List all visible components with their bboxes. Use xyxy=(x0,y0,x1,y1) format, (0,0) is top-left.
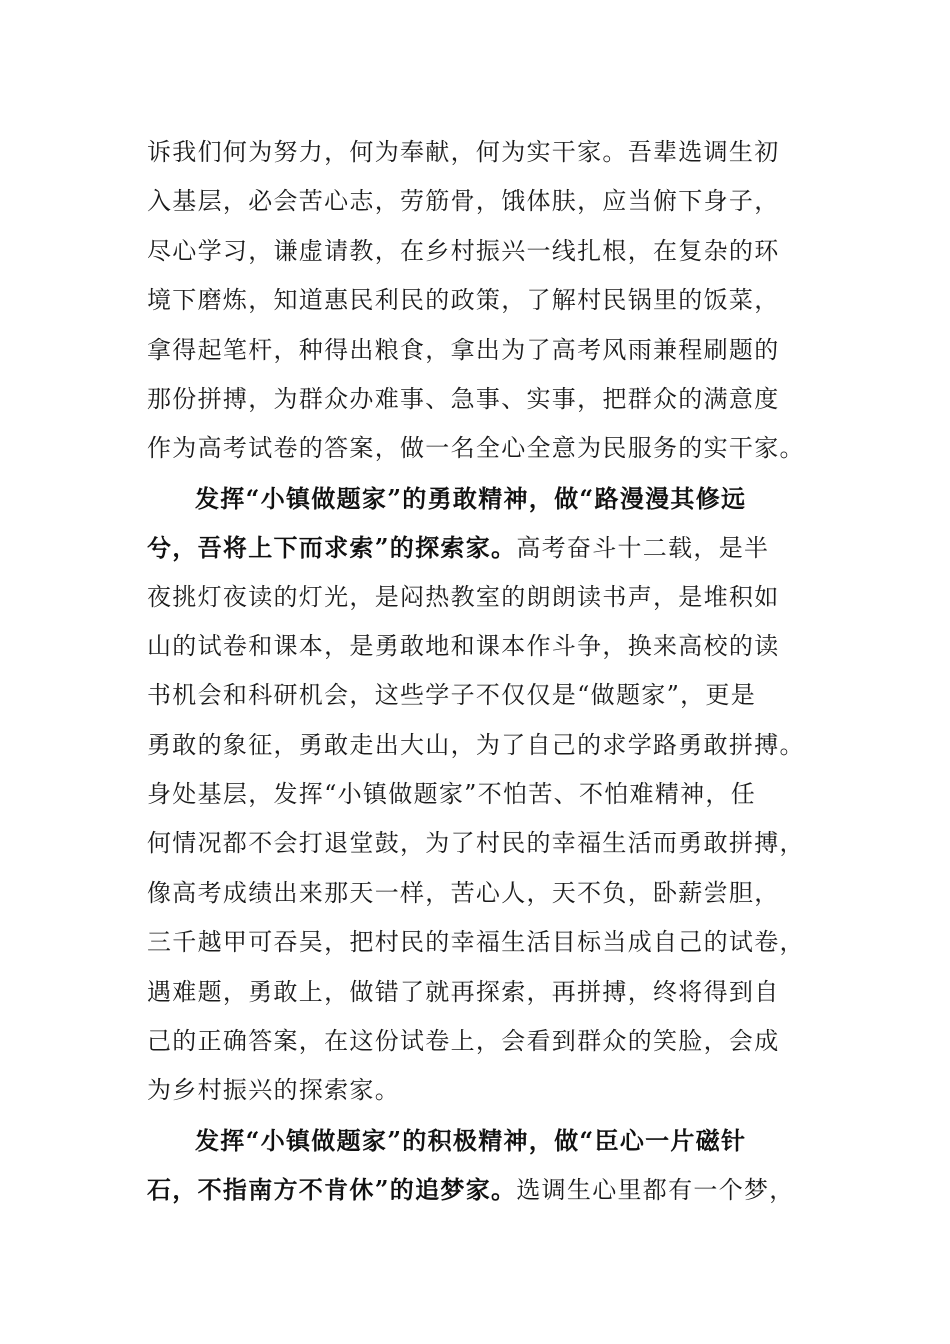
paragraph1-line-2: 入基层，必会苦心志，劳筋骨，饿体肤，应当俯下身子， xyxy=(147,187,780,216)
paragraph2-line-4: 山的试卷和课本，是勇敢地和课本作斗争，换来高校的读 xyxy=(147,631,780,660)
paragraph1-line-7: 作为高考试卷的答案，做一名全心全意为民服务的实干家。 xyxy=(147,434,805,463)
paragraph1-line-4: 境下磨炼，知道惠民利民的政策，了解村民锅里的饭菜， xyxy=(147,286,780,315)
paragraph1-line-5: 拿得起笔杆，种得出粮食，拿出为了高考风雨兼程刷题的 xyxy=(147,335,780,364)
paragraph3-heading-line-1: 发挥“小镇做题家”的积极精神，做“臣心一片磁针 xyxy=(195,1125,747,1155)
paragraph2-line-8: 何情况都不会打退堂鼓，为了村民的幸福生活而勇敢拼搏， xyxy=(147,829,805,858)
paragraph2-heading-line-2: 兮，吾将上下而求索”的探索家。 xyxy=(147,533,517,563)
paragraph1-line-3: 尽心学习，谦虚请教，在乡村振兴一线扎根，在复杂的环 xyxy=(147,236,780,265)
paragraph3-line-2 xyxy=(147,1165,807,1214)
paragraph2-line-2-rest: 高考奋斗十二载，是半 xyxy=(516,534,770,563)
body-text xyxy=(147,128,807,1215)
paragraph1-line-1: 诉我们何为努力，何为奉献，何为实干家。吾辈选调生初 xyxy=(147,138,780,166)
paragraph2-line-5: 书机会和科研机会，这些学子不仅仅是“做题家”，更是 xyxy=(147,681,757,710)
paragraph1-line-6: 那份拼搏，为群众办难事、急事、实事，把群众的满意度 xyxy=(147,384,780,413)
paragraph2-line-9: 像高考成绩出来那天一样，苦心人，天不负，卧薪尝胆， xyxy=(147,878,780,907)
paragraph2-line-3: 夜挑灯夜读的灯光，是闷热教室的朗朗读书声，是堆积如 xyxy=(147,582,780,611)
paragraph2-line-11: 遇难题，勇敢上，做错了就再探索，再拼搏，终将得到自 xyxy=(147,977,780,1006)
paragraph2-line-6: 勇敢的象征，勇敢走出大山，为了自己的求学路勇敢拼搏。 xyxy=(147,730,805,759)
paragraph2-line-10: 三千越甲可吞吴，把村民的幸福生活目标当成自己的试卷， xyxy=(147,928,805,957)
paragraph2-heading-line-1: 发挥“小镇做题家”的勇敢精神，做“路漫漫其修远 xyxy=(195,483,747,513)
paragraph2-line-2 xyxy=(147,523,807,572)
paragraph2-line-13: 为乡村振兴的探索家。 xyxy=(147,1076,400,1105)
paragraph3-heading-line-2: 石，不指南方不肯休”的追梦家。 xyxy=(147,1175,517,1205)
paragraph3-line-2-rest: 选调生心里都有一个梦， xyxy=(516,1176,795,1205)
paragraph2-line-12: 己的正确答案，在这份试卷上，会看到群众的笑脸，会成 xyxy=(147,1027,780,1056)
paragraph2-line-7: 身处基层，发挥“小镇做题家”不怕苦、不怕难精神，任 xyxy=(147,780,757,809)
